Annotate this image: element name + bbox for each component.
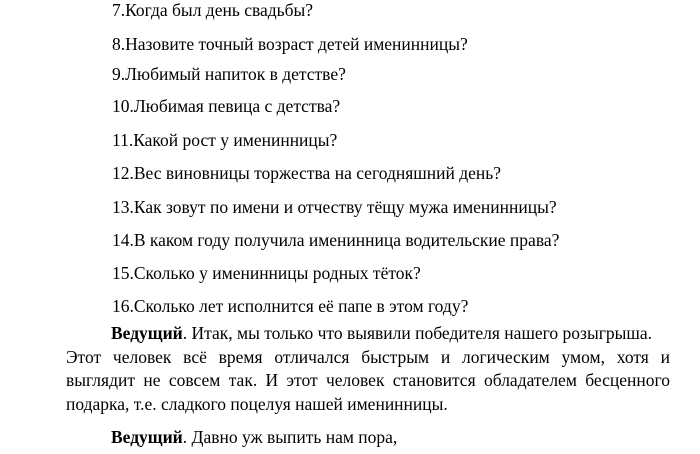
paragraph-line: выглядит не совсем так. И этот человек становится обладателем бесценного — [66, 370, 670, 390]
paragraph-text: . Итак, мы только что выявили победителя нашего розыгрыша. — [182, 323, 653, 343]
question-item-8: 8.Назовите точный возраст детей именинницы? — [112, 34, 468, 54]
question-item-12: 12.Вес виновницы торжества на сегодняшний день? — [112, 163, 501, 183]
question-item-15: 15.Сколько у именинницы родных тёток? — [112, 263, 421, 283]
speaker-label: Ведущий — [111, 323, 183, 343]
question-item-11: 11.Какой рост у именинницы? — [112, 130, 338, 150]
paragraph-line: Этот человек всё время отличался быстрым и логическим умом, хотя и — [66, 346, 670, 367]
paragraph-line: подарка, т.е. сладкого поцелуя нашей именинницы. — [66, 393, 448, 414]
question-item-13: 13.Как зовут по имени и отчеству тёщу мужа именинницы? — [112, 197, 557, 217]
question-item-7: 7.Когда был день свадьбы? — [112, 0, 314, 20]
speaker-label: Ведущий — [111, 427, 183, 447]
question-item-14: 14.В каком году получила именинница водительские права? — [112, 230, 560, 250]
host-paragraph-1 — [66, 322, 670, 416]
paragraph-text: . Давно уж выпить нам пора, — [182, 427, 398, 447]
host-paragraph-2 — [66, 426, 670, 450]
paragraph-line — [66, 426, 670, 450]
question-item-16: 16.Сколько лет исполнится её папе в этом году? — [112, 296, 469, 316]
paragraph-line — [66, 322, 670, 346]
question-item-10: 10.Любимая певица с детства? — [112, 96, 341, 116]
question-item-9: 9.Любимый напиток в детстве? — [112, 64, 346, 84]
